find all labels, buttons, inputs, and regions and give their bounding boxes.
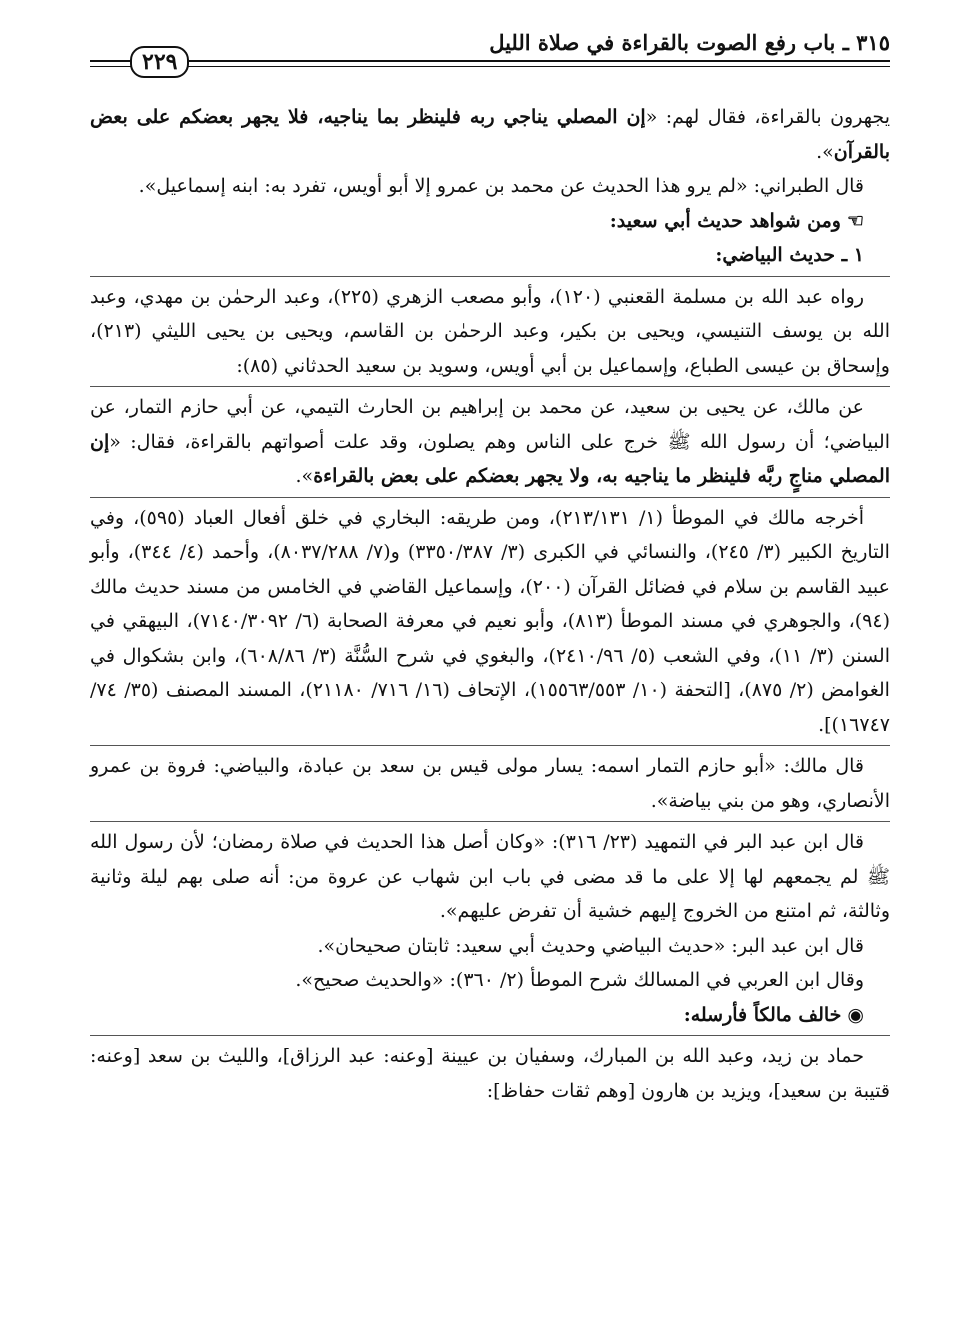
text-run: ». <box>816 140 834 163</box>
heading-text: خالف مالكاً فأرسله: <box>683 1003 842 1026</box>
paragraph: قال مالك: «أبو حازم التمار اسمه: يسار مولى قيس بن سعد بن عبادة، والبياضي: فروة بن عمرو الأنصاري، وهو من بني بياضة». <box>90 745 890 818</box>
header-rule <box>90 66 890 67</box>
paragraph: أخرجه مالك في الموطأ (١/ ٢١٣/١٣١)، ومن طريقه: البخاري في خلق أفعال العباد (٥٩٥)، وفي التاريخ الكبير (٣/ ٢٤٥)، والنسائي في الكبرى (٣/ ٣٣٥٠/٣٨٧) و(٧/ ٨٠٣٧/٢٨٨)، وأحمد (٤/ ٣٤٤)، وأبو عبيد القاسم بن سلام في فضائل القرآن (٢٠٠)، وإسماعيل القاضي في الخامس من مسند حديث مالك (٩٤)، والجوهري في مسند الموطأ (٨١٣)، وأبو نعيم في معرفة الصحابة (٦/ ٧١٤٠/٣٠٩٢)، البيهقي في السنن (٣/ ١١)، وفي الشعب (٥/ ٢٤١٠/٩٦)، والبغوي في شرح السُّنَّة (٣/ ٦٠٨/٨٦)، وابن بشكوال في الغوامض (٢/ ٨٧٥)، [التحفة (١٠/ ١٥٥٦٣/٥٥٣)، الإتحاف (١٦/ ٧١٦/ ٢١١٨٠)، المسند المصنف (٣٥/ ٧٤/ ١٦٧٤٧)]. <box>90 497 890 743</box>
pointing-hand-icon: ☜ <box>846 209 864 232</box>
paragraph: رواه عبد الله بن مسلمة القعنبي (١٢٠)، وأبو مصعب الزهري (٢٢٥)، وعبد الرحمٰن بن مهدي، وعبد الله بن يوسف التنيسي، ويحيى بن بكير، وعبد الرحمٰن بن القاسم، ويحيى بن يحيى الليثي (٢١٣)، وإسحاق بن عيسى الطباع، وإسماعيل بن أبي أويس، وسويد بن سعيد الحدثاني (٨٥): <box>90 276 890 384</box>
heading-text: ومن شواهد حديث أبي سعيد: <box>609 209 841 232</box>
text-run: يجهرون بالقراءة، فقال لهم: « <box>645 106 890 128</box>
paragraph: قال ابن عبد البر: «حديث البياضي وحديث أبي سعيد: ثابتان صحيحان». <box>317 934 864 957</box>
hadith-text: إن المصلي مناجٍ ربَّه فلينظر ما يناجيه به، ولا يجهر بعضكم على بعض بالقراءة <box>90 430 890 487</box>
hadith-text: إن المصلي يناجي ربه فلينظر بما يناجيه، فلا يجهر بعضكم على بعض بالقرآن <box>90 106 890 163</box>
paragraph <box>90 386 890 494</box>
paragraph: قال ابن عبد البر في التمهيد (٢٣/ ٣١٦): «وكان أصل هذا الحديث في صلاة رمضان؛ لأن رسول الله ﷺ لم يجمعهم لها إلا على ما قد مضى في باب ابن شهاب عن عروة من: أنه صلى بهم ليلة وثانية وثالثة، ثم امتنع من الخروج إليهم خشية أن تفرض عليهم». <box>90 821 890 929</box>
subsection-heading: ١ ـ حديث البياضي: <box>715 244 864 266</box>
paragraph <box>90 100 890 169</box>
paragraph: قال الطبراني: «لم يرو هذا الحديث عن محمد بن عمرو إلا أبو أويس، تفرد به: ابنه إسماعيل». <box>138 175 864 197</box>
section-heading <box>90 998 890 1033</box>
page-body <box>90 100 890 1108</box>
page-header <box>90 30 890 90</box>
page-number: ٢٢٩ <box>130 46 189 78</box>
section-heading <box>90 204 890 239</box>
running-title: ٣١٥ ـ باب رفع الصوت بالقراءة في صلاة الليل <box>489 30 890 55</box>
header-rule <box>90 60 890 62</box>
text-run: ». <box>295 465 314 487</box>
text-run: عن مالك، عن يحيى بن سعيد، عن محمد بن إبراهيم بن الحارث التيمي، عن أبي حازم التمار، عن البياضي؛ أن رسول الله ﷺ خرج على الناس وهم يصلون، وقد علت أصواتهم بالقراءة، فقال: « <box>90 396 890 453</box>
paragraph: حماد بن زيد، وعبد الله بن المبارك، وسفيان بن عيينة [وعنه: عبد الرزاق]، والليث بن سعد [وعنه: قتيبة بن سعيد]، ويزيد بن هارون [وهم ثقات حفاظ]: <box>90 1035 890 1108</box>
bullet-circle-icon: ◉ <box>847 1003 864 1026</box>
paragraph: وقال ابن العربي في المسالك شرح الموطأ (٢/ ٣٦٠): «والحديث صحيح». <box>295 969 864 991</box>
